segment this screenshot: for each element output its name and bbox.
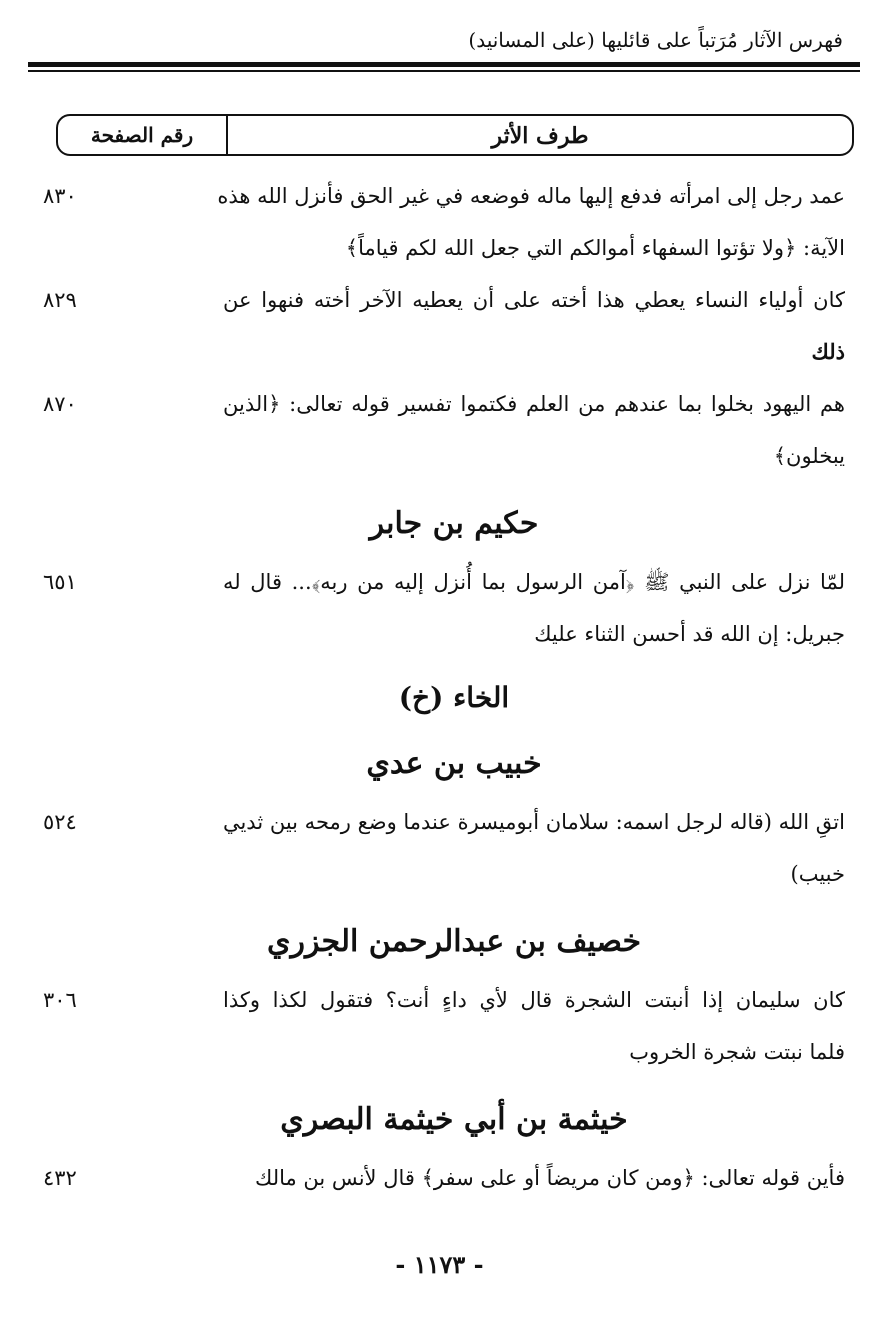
entry-page-number: ٨٢٩: [43, 288, 77, 312]
page-number: - ١١٧٣ -: [395, 1250, 484, 1279]
narrator-heading: خبيب بن عدي: [366, 746, 542, 781]
entry-page-number: ٨٧٠: [43, 392, 77, 416]
entry-line: عمد رجل إلى امرأته فدفع إليها ماله فوضعه في غير الحق فأنزل الله هذه: [217, 184, 845, 208]
header-rule-thin: [28, 70, 860, 72]
entry-line: ذلك: [811, 339, 845, 364]
entry-line: فلما نبتت شجرة الخروب: [629, 1040, 845, 1064]
index-content: [33, 170, 845, 1204]
index-entry: [33, 378, 845, 482]
header-rule-thick: [28, 62, 860, 67]
entry-line: اتقِ الله (قاله لرجل اسمه: سلامان أبوميسرة عندما وضع رمحه بين ثديي: [222, 810, 845, 834]
letter-heading: الخاء (خ): [398, 681, 510, 714]
entry-line: هم اليهود بخلوا بما عندهم من العلم فكتموا تفسير قوله تعالى: ﴿الذين: [223, 392, 845, 416]
entry-page-number: ٥٢٤: [43, 810, 77, 834]
column-header-text: طرف الأثر: [226, 116, 852, 154]
narrator-heading: حكيم بن جابر: [369, 506, 539, 541]
entry-line: يبخلون﴾: [773, 444, 845, 468]
index-entry: [33, 974, 845, 1078]
column-header-page: رقم الصفحة: [90, 123, 194, 147]
entry-page-number: ٣٠٦: [43, 988, 77, 1012]
entry-page-number: ٨٣٠: [43, 184, 77, 208]
entry-line: فأين قوله تعالى: ﴿ومن كان مريضاً أو على سفر﴾ قال لأنس بن مالك: [255, 1166, 845, 1190]
entry-line: جبريل: إن الله قد أحسن الثناء عليك: [534, 622, 845, 646]
entry-line: خبيب): [790, 862, 845, 886]
entry-line: كان أولياء النساء يعطي هذا أخته على أن يعطيه الآخر أخته فنهوا عن: [223, 288, 845, 312]
index-entry: [33, 274, 845, 378]
index-entry: [33, 1152, 845, 1204]
entry-line: كان سليمان إذا أنبتت الشجرة قال لأي داءٍ أنت؟ فتقول لكذا وكذا: [223, 988, 845, 1012]
index-entry: [33, 170, 845, 274]
entry-page-number: ٤٣٢: [43, 1166, 77, 1190]
running-title: فهرس الآثار مُرَتباً على قائليها (على المسانيد): [468, 28, 843, 52]
index-entry: [33, 796, 845, 900]
narrator-heading: خيثمة بن أبي خيثمة البصري: [280, 1102, 628, 1137]
entry-page-number: ٦٥١: [43, 570, 77, 594]
entry-line: لمّا نزل على النبي ﷺ ﴿آمن الرسول بما أُنزل إليه من ربه﴾... قال له: [223, 570, 845, 594]
index-entry: [33, 556, 845, 660]
entry-line: الآية: ﴿ولا تؤتوا السفهاء أموالكم التي جعل الله لكم قياماً﴾: [345, 236, 845, 260]
narrator-heading: خصيف بن عبدالرحمن الجزري: [266, 924, 641, 959]
column-header: [56, 114, 854, 156]
